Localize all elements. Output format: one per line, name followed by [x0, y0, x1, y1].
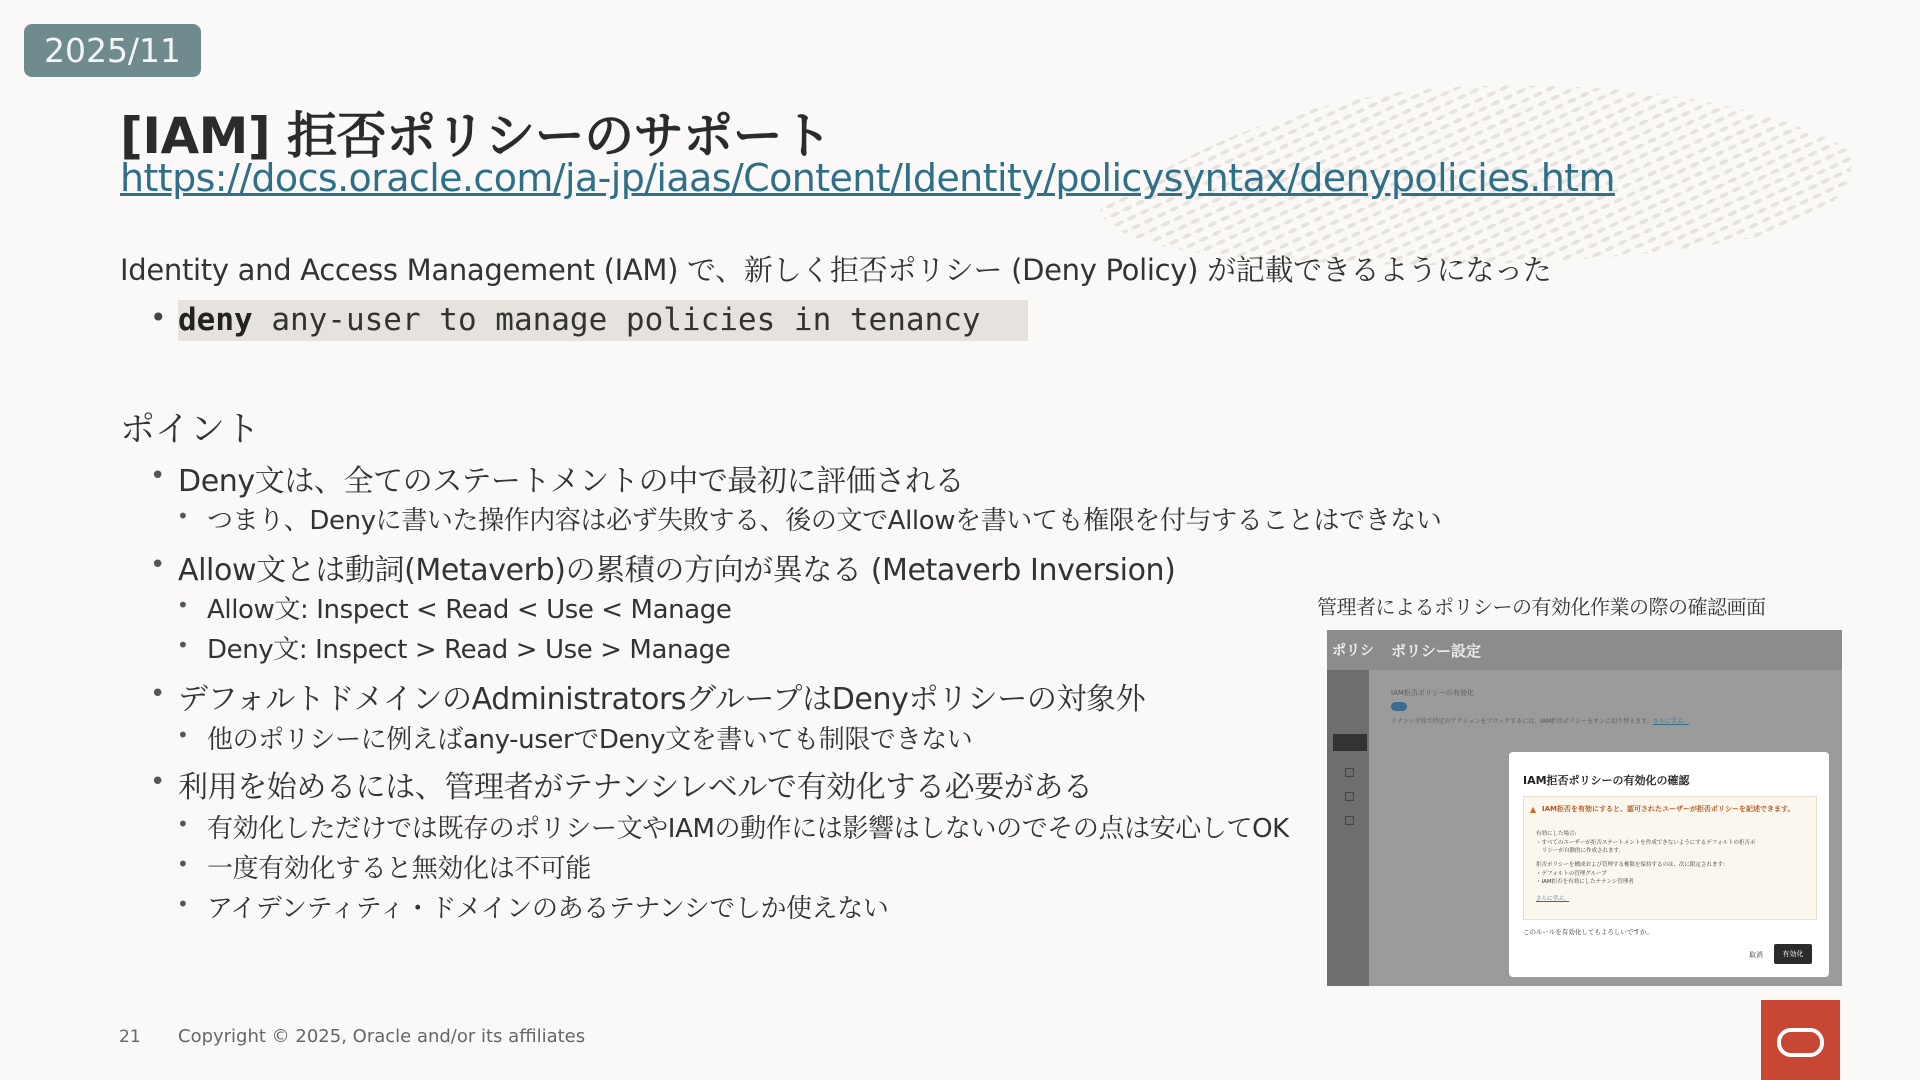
code-keyword: deny [178, 302, 253, 338]
screenshot-header: ポリシー設定 [1391, 642, 1482, 660]
bullet-icon: • [177, 812, 189, 836]
screenshot-caption: 管理者によるポリシーの有効化作業の際の確認画面 [1317, 595, 1766, 619]
point-item: デフォルトドメインのAdministratorsグループはDenyポリシーの対象外 [178, 682, 1146, 717]
point-item: Deny文は、全てのステートメントの中で最初に評価される [178, 464, 965, 499]
point-subitem: 有効化しただけでは既存のポリシー文やIAMの動作には影響はしないのでその点は安心してOK [207, 814, 1289, 844]
bullet-icon: • [150, 679, 166, 709]
dialog-text: 拒否ポリシーを構成および管理する権限を保持するのは、次に限定されます: [1536, 862, 1725, 868]
copyright: Copyright © 2025, Oracle and/or its affiliates [178, 1026, 586, 1047]
date-badge: 2025/11 [24, 24, 201, 77]
point-item: Allow文とは動詞(Metaverb)の累積の方向が異なる (Metaverb Inversion) [178, 553, 1176, 588]
screenshot-nav-header: ポリシ [1332, 643, 1374, 659]
bullet-icon: • [150, 301, 167, 334]
console-screenshot [1327, 630, 1842, 986]
screenshot-nav-button [1333, 734, 1367, 751]
checkbox-icon [1345, 792, 1354, 801]
confirm-dialog [1509, 752, 1829, 977]
dialog-title: IAM拒否ポリシーの有効化の確認 [1523, 774, 1690, 787]
dialog-text: ・すべてのユーザーが拒否ステートメントを作成できないようにするデフォルトの拒否ポ [1536, 840, 1756, 846]
dialog-learn-more-link: さらに学ぶ。 [1536, 896, 1570, 902]
bullet-icon: • [150, 767, 166, 797]
dialog-text: ・デフォルトの管理グループ [1536, 871, 1607, 877]
warning-box [1523, 796, 1817, 920]
bullet-icon: • [150, 461, 166, 491]
code-rest: any-user to manage policies in tenancy [252, 302, 981, 338]
dialog-text: 有効にした場合: [1536, 831, 1577, 837]
point-subitem: Allow文: Inspect < Read < Use < Manage [207, 595, 732, 625]
screenshot-setting-desc: テナンシ全体で特定のアクションをブロックするには、IAM拒否ポリシーをオンに切り替えます。さらに学ぶ。 [1391, 718, 1689, 725]
bullet-icon: • [177, 593, 189, 617]
point-subitem: つまり、Denyに書いた操作内容は必ず失敗する、後の文でAllowを書いても権限を付与することはできない [207, 506, 1442, 536]
dialog-confirm-text: このルールを有効化してもよろしいですか。 [1523, 928, 1653, 936]
page-title: [IAM] 拒否ポリシーのサポート [120, 107, 832, 165]
bullet-icon: • [177, 892, 189, 916]
page-number: 21 [119, 1027, 141, 1047]
bullet-icon: • [177, 723, 189, 747]
point-subitem: アイデンティティ・ドメインのあるテナンシでしか使えない [207, 894, 889, 924]
point-item: 利用を始めるには、管理者がテナンシレベルで有効化する必要がある [178, 770, 1093, 805]
intro-text: Identity and Access Management (IAM) で、新しく拒否ポリシー (Deny Policy) が記載できるようになった [120, 253, 1552, 287]
checkbox-icon [1345, 768, 1354, 777]
bullet-icon: • [177, 504, 189, 528]
point-subitem: 他のポリシーに例えばany-userでDeny文を書いても制限できない [207, 725, 973, 755]
screenshot-setting-label: IAM拒否ポリシーの有効化 [1391, 689, 1474, 697]
dialog-text: リシーが自動的に作成されます。 [1542, 848, 1625, 854]
oracle-logo [1761, 1000, 1840, 1080]
toggle-switch-icon [1391, 702, 1407, 711]
bullet-icon: • [177, 852, 189, 876]
dialog-cancel-button: 取消 [1749, 951, 1763, 959]
bullet-icon: • [177, 633, 189, 657]
code-example [178, 300, 1028, 341]
points-heading: ポイント [120, 410, 261, 450]
screenshot-sidebar [1327, 630, 1374, 986]
warning-icon: ▲ [1530, 805, 1537, 814]
dialog-enable-button: 有効化 [1774, 944, 1812, 964]
point-subitem: Deny文: Inspect > Read > Use > Manage [207, 635, 731, 665]
bullet-icon: • [150, 550, 166, 580]
checkbox-icon [1345, 816, 1354, 825]
dialog-text: ・IAM拒否を有効にしたテナンシ管理者 [1536, 879, 1634, 885]
docs-link[interactable]: https://docs.oracle.com/ja-jp/iaas/Content/Identity/policysyntax/denypolicies.htm [120, 156, 1615, 200]
oracle-ring-icon [1777, 1028, 1824, 1057]
point-subitem: 一度有効化すると無効化は不可能 [207, 854, 592, 884]
warning-text: IAM拒否を有効にすると、認可されたユーザーが拒否ポリシーを記述できます。 [1542, 805, 1795, 813]
